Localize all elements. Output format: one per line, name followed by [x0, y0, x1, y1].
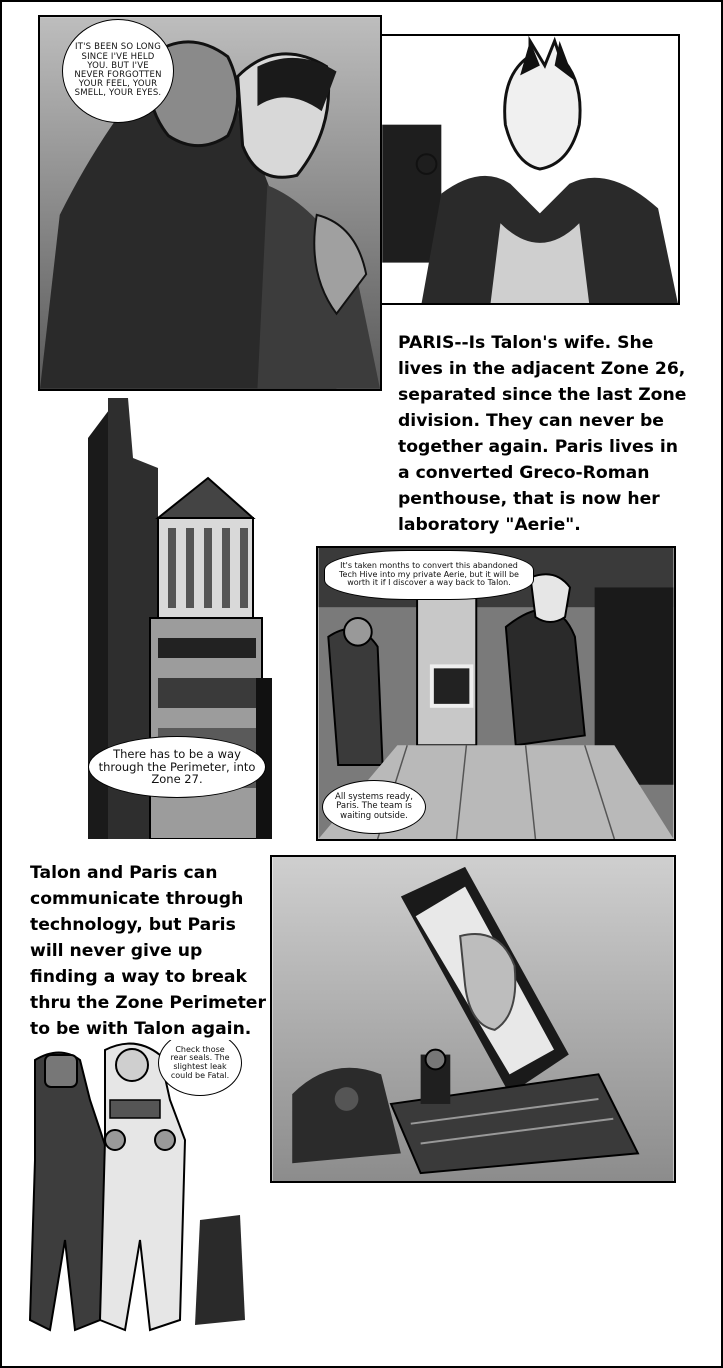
caption-line: division. They can never be — [398, 411, 664, 431]
caption-line: laboratory "Aerie". — [398, 515, 581, 535]
communication-caption — [30, 860, 270, 1042]
speech-balloon-bottom: All systems ready, Paris. The team is waiting outside. — [322, 780, 426, 834]
caption-line: penthouse, that is now her — [398, 489, 660, 509]
caption-line: PARIS--Is Talon's wife. She — [398, 333, 654, 353]
caption-line: thru the Zone Perimeter — [30, 993, 266, 1013]
speech-balloon-top: It's taken months to convert this abandoned Tech Hive into my private Aerie, but it will be worth it if I discover a way back to Talon. — [324, 550, 534, 600]
caption-line: technology, but Paris — [30, 915, 236, 935]
speech-balloon: Check those rear seals. The slightest leak could be Fatal. — [158, 1040, 242, 1096]
caption-line: a converted Greco-Roman — [398, 463, 650, 483]
caption-line: communicate through — [30, 889, 244, 909]
caption-line: together again. Paris lives in — [398, 437, 678, 457]
caption-line: will never give up — [30, 941, 203, 961]
caption-line: Talon and Paris can — [30, 863, 218, 883]
paris-portrait-illustration — [382, 36, 678, 303]
suits-panel — [20, 1040, 250, 1340]
paris-bio-caption — [398, 330, 698, 538]
monitor-panel — [270, 855, 676, 1183]
building-panel — [88, 398, 272, 839]
caption-line: separated since the last Zone — [398, 385, 687, 405]
embrace-panel — [38, 15, 382, 391]
lab-panel — [316, 546, 676, 841]
monitor-illustration — [272, 857, 674, 1181]
speech-balloon: IT'S BEEN SO LONG SINCE I'VE HELD YOU. BUT I'VE NEVER FORGOTTEN YOUR FEEL, YOUR SMELL, YOUR EYES. — [62, 19, 174, 123]
paris-portrait-panel — [380, 34, 680, 305]
caption-line: finding a way to break — [30, 967, 247, 987]
caption-line: to be with Talon again. — [30, 1019, 252, 1039]
caption-line: lives in the adjacent Zone 26, — [398, 359, 686, 379]
speech-balloon: There has to be a way through the Perimeter, into Zone 27. — [88, 736, 266, 798]
